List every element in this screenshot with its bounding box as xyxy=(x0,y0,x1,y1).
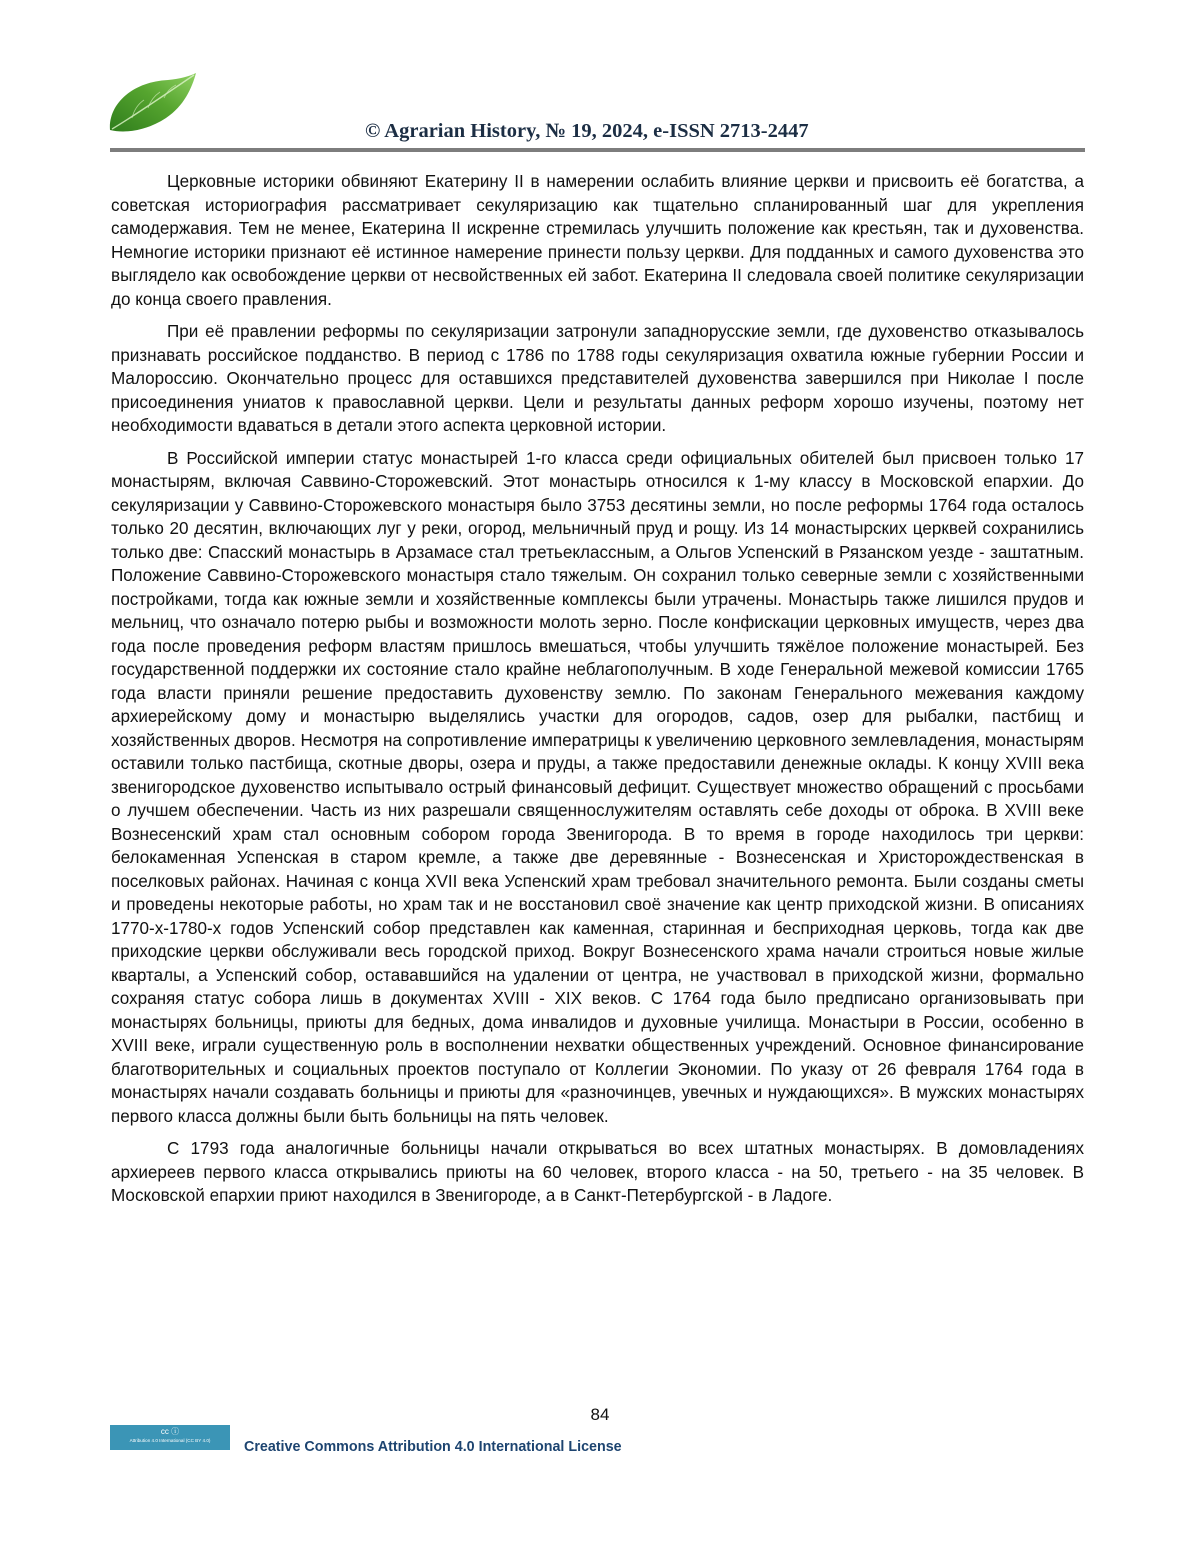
header-divider xyxy=(110,148,1085,152)
cc-by-icon: cc ⓘ xyxy=(160,1427,180,1436)
paragraph: Церковные историки обвиняют Екатерину II в намерении ослабить влияние церкви и присвоить её богатства, а советская историография рассматривает секуляризацию как тщательно спланированный шаг для укрепления самодержавия. Тем не менее, Екатерина II искренне стремилась улучшить положение как крестьян, так и духовенства. Немногие историки признают её истинное намерение принести пользу церкви. Для подданных и самого духовенства это выглядело как освобождение церкви от несвойственных ей забот. Екатерина II следовала своей политике секуляризации до конца своего правления. xyxy=(111,172,1084,309)
journal-title: © Agrarian History, № 19, 2024, e-ISSN 2713-2447 xyxy=(365,120,809,142)
article-body xyxy=(111,170,1084,1217)
paragraph: С 1793 года аналогичные больницы начали открываться во всех штатных монастырях. В домовладениях архиереев первого класса открывались приюты на 60 человек, второго класса - на 50, третьего - на 35 человек. В Московской епархии приют находился в Звенигороде, а в Санкт-Петербургской - в Ладоге. xyxy=(111,1139,1084,1205)
paragraph: В Российской империи статус монастырей 1-го класса среди официальных обителей был присвоен только 17 монастырям, включая Саввино-Сторожевский. Этот монастырь относился к 1-му классу в Московской епархии. До секуляризации у Саввино-Сторожевского монастыря было 3753 десятины земли, но после реформы 1764 года осталось только 20 десятин, включающих луг у реки, огород, мельничный пруд и рощу. Из 14 монастырских церквей сохранились только две: Спасский монастырь в Арзамасе стал третьеклассным, а Ольгов Успенский в Рязанском уезде - заштатным. Положение Саввино-Сторожевского монастыря стало тяжелым. Он сохранил только северные земли с хозяйственными постройками, тогда как южные земли и хозяйственные комплексы были утрачены. Монастырь также лишился прудов и мельниц, что означало потерю рыбы и возможности молоть зерно. После конфискации церковных имуществ, через два года после проведения реформ властям пришлось вмешаться, чтобы улучшить тяжёлое положение монастырей. Без государственной поддержки их состояние стало крайне неблагополучным. В ходе Генеральной межевой комиссии 1765 года власти приняли решение предоставить духовенству землю. По законам Генерального межевания каждому архиерейскому дому и монастырю выделялись участки для огородов, садов, озер для рыбалки, пастбищ и хозяйственных дворов. Несмотря на сопротивление императрицы к увеличению церковного землевладения, монастырям оставили только пастбища, скотные дворы, озера и пруды, а также предоставили денежные оклады. К концу XVIII века звенигородское духовенство испытывало острый финансовый дефицит. Существует множество обращений с просьбами о лучшем обеспечении. Часть из них разрешали священнослужителям оставлять себе доходы от оброка. В XVIII веке Вознесенский храм стал основным собором города Звенигорода. В то время в городе находилось три церкви: белокаменная Успенская в старом кремле, а также две деревянные - Вознесенская и Христорождественская в поселковых районах. Начиная с конца XVII века Успенский храм требовал значительного ремонта. Были созданы сметы и проведены некоторые работы, но храм так и не восстановил своё значение как центр приходской жизни. В описаниях 1770-х-1780-х годов Успенский собор представлен как каменная, старинная и бесприходная церковь, тогда как две приходские церкви обслуживали весь городской приход. Вокруг Вознесенского храма начали строиться новые жилые кварталы, а Успенский собор, остававшийся на удалении от центра, не участвовал в приходской жизни, формально сохраняя статус собора лишь в документах XVIII - XIX веков. С 1764 года было предписано организовывать при монастырях больницы, приюты для бедных, дома инвалидов и духовные училища. Монастыри в России, особенно в XVIII веке, играли существенную роль в восполнении нехватки общественных учреждений. Основное финансирование благотворительных и социальных проектов поступало от Коллегии Экономии. По указу от 26 февраля 1764 года в монастырях начали создавать больницы и приюты для «разночинцев, увечных и нуждающихся». В мужских монастырях первого класса должны были быть больницы на пять человек. xyxy=(111,448,1084,1126)
cc-license-badge[interactable] xyxy=(110,1425,230,1450)
license-link[interactable]: Creative Commons Attribution 4.0 International License xyxy=(244,1439,622,1455)
leaf-logo-icon xyxy=(104,72,200,136)
page-number: 84 xyxy=(590,1405,610,1424)
cc-badge-label: Attribution 4.0 International (CC BY 4.0) xyxy=(129,1438,211,1443)
paragraph: При её правлении реформы по секуляризации затронули западнорусские земли, где духовенство отказывалось признавать российское подданство. В период с 1786 по 1788 годы секуляризация охватила южные губернии России и Малороссию. Окончательно процесс для оставшихся представителей духовенства завершился при Николае I после присоединения униатов к православной церкви. Цели и результаты данных реформ хорошо изучены, поэтому нет необходимости вдаваться в детали этого аспекта церковной истории. xyxy=(111,322,1084,435)
